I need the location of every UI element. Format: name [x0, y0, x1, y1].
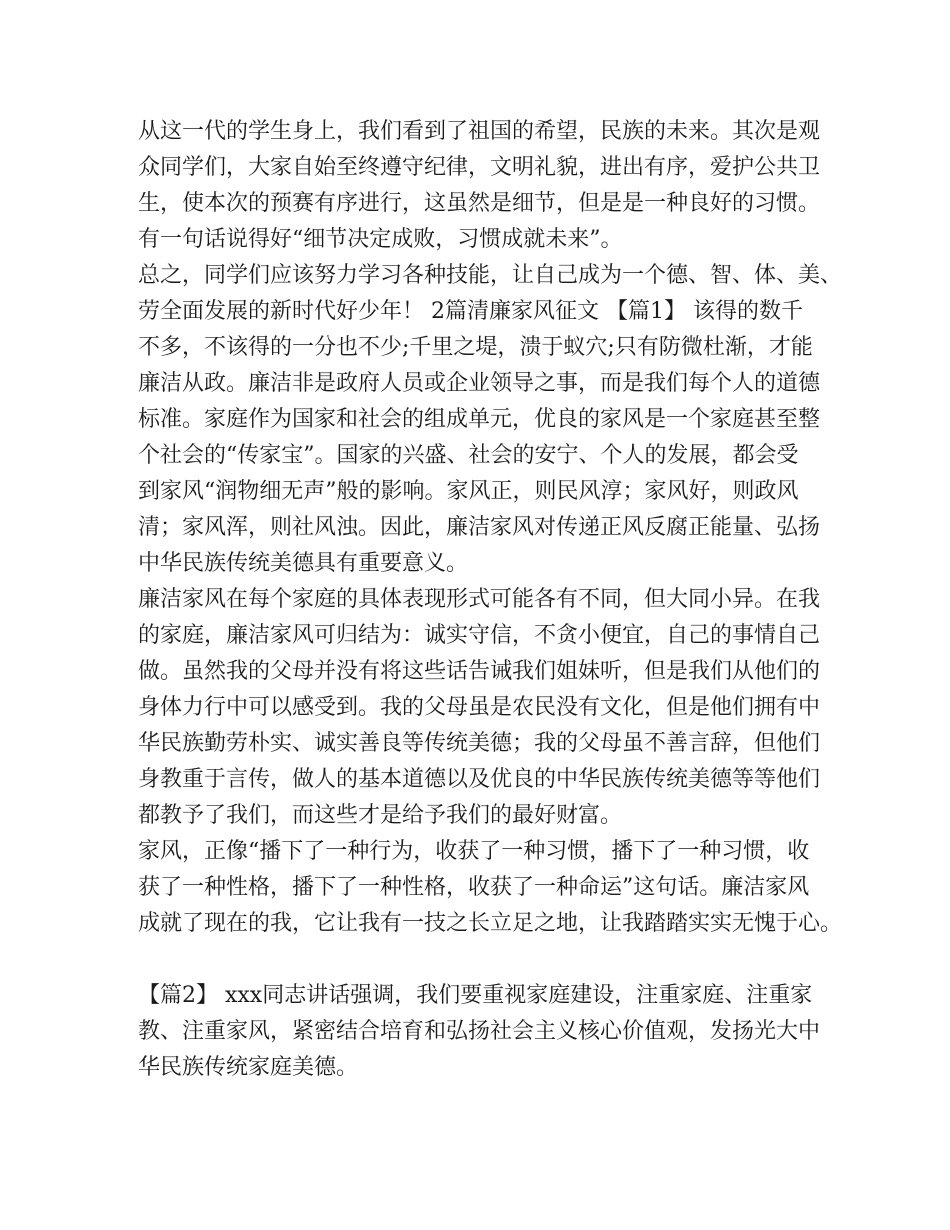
text-line: 身教重于言传，做人的基本道德以及优良的中华民族传统美德等等他们 — [138, 767, 821, 792]
text-line: 都教予了我们，而这些才是给予我们的最好财富。 — [138, 803, 623, 828]
text-line: 有一句话说得好“细节决定成败，习惯成就未来”。 — [138, 227, 623, 252]
text-line: 从这一代的学生身上，我们看到了祖国的希望，民族的未来。其次是观 — [138, 119, 821, 144]
document-body — [138, 114, 843, 1086]
text-line: 到家风“润物细无声”般的影响。家风正，则民风淳；家风好，则政风 — [138, 479, 799, 504]
text-line: 标准。家庭作为国家和社会的组成单元，优良的家风是一个家庭甚至整 — [138, 407, 821, 432]
text-line: 中华民族传统美德具有重要意义。 — [138, 551, 469, 576]
text-line: 家风，正像“播下了一种行为，收获了一种习惯，播下了一种习惯，收 — [138, 839, 810, 864]
text-line: 身体力行中可以感受到。我的父母虽是农民没有文化，但是他们拥有中 — [138, 695, 821, 720]
text-line: 众同学们，大家自始至终遵守纪律，文明礼貌，进出有序，爱护公共卫 — [138, 155, 821, 180]
text-line: 获了一种性格，播下了一种性格，收获了一种命运”这句话。廉洁家风 — [138, 875, 810, 900]
text-line: 清；家风浑，则社风浊。因此，廉洁家风对传递正风反腐正能量、弘扬 — [138, 515, 821, 540]
text-line: 个社会的“传家宝”。国家的兴盛、社会的安宁、个人的发展，都会受 — [138, 443, 799, 468]
text-line: 生，使本次的预赛有序进行，这虽然是细节，但是是一种良好的习惯。 — [138, 191, 821, 216]
text-line: 做。虽然我的父母并没有将这些话告诫我们姐妹听，但是我们从他们的 — [138, 659, 821, 684]
text-line: 【篇2】 xxx同志讲话强调，我们要重视家庭建设，注重家庭、注重家 — [138, 983, 813, 1008]
text-line: 廉洁家风在每个家庭的具体表现形式可能各有不同，但大同小异。在我 — [138, 587, 821, 612]
text-line: 华民族勤劳朴实、诚实善良等传统美德；我的父母虽不善言辞，但他们 — [138, 731, 821, 756]
text-line: 成就了现在的我，它让我有一技之长立足之地，让我踏踏实实无愧于心。 — [138, 911, 843, 936]
text-line: 华民族传统家庭美德。 — [138, 1055, 359, 1080]
text-line: 不多，不该得的一分也不少;千里之堤，溃于蚁穴;只有防微杜渐，才能 — [138, 335, 813, 360]
text-line: 教、注重家风，紧密结合培育和弘扬社会主义核心价值观，发扬光大中 — [138, 1019, 821, 1044]
text-line: 劳全面发展的新时代好少年！ 2篇清廉家风征文 【篇1】 该得的数千 — [138, 299, 803, 324]
text-line: 廉洁从政。廉洁非是政府人员或企业领导之事，而是我们每个人的道德 — [138, 371, 821, 396]
text-line: 总之，同学们应该努力学习各种技能，让自己成为一个德、智、体、美、 — [138, 263, 843, 288]
text-line: 的家庭，廉洁家风可归结为：诚实守信，不贪小便宜，自己的事情自己 — [138, 623, 821, 648]
paragraph-gap — [138, 942, 828, 978]
